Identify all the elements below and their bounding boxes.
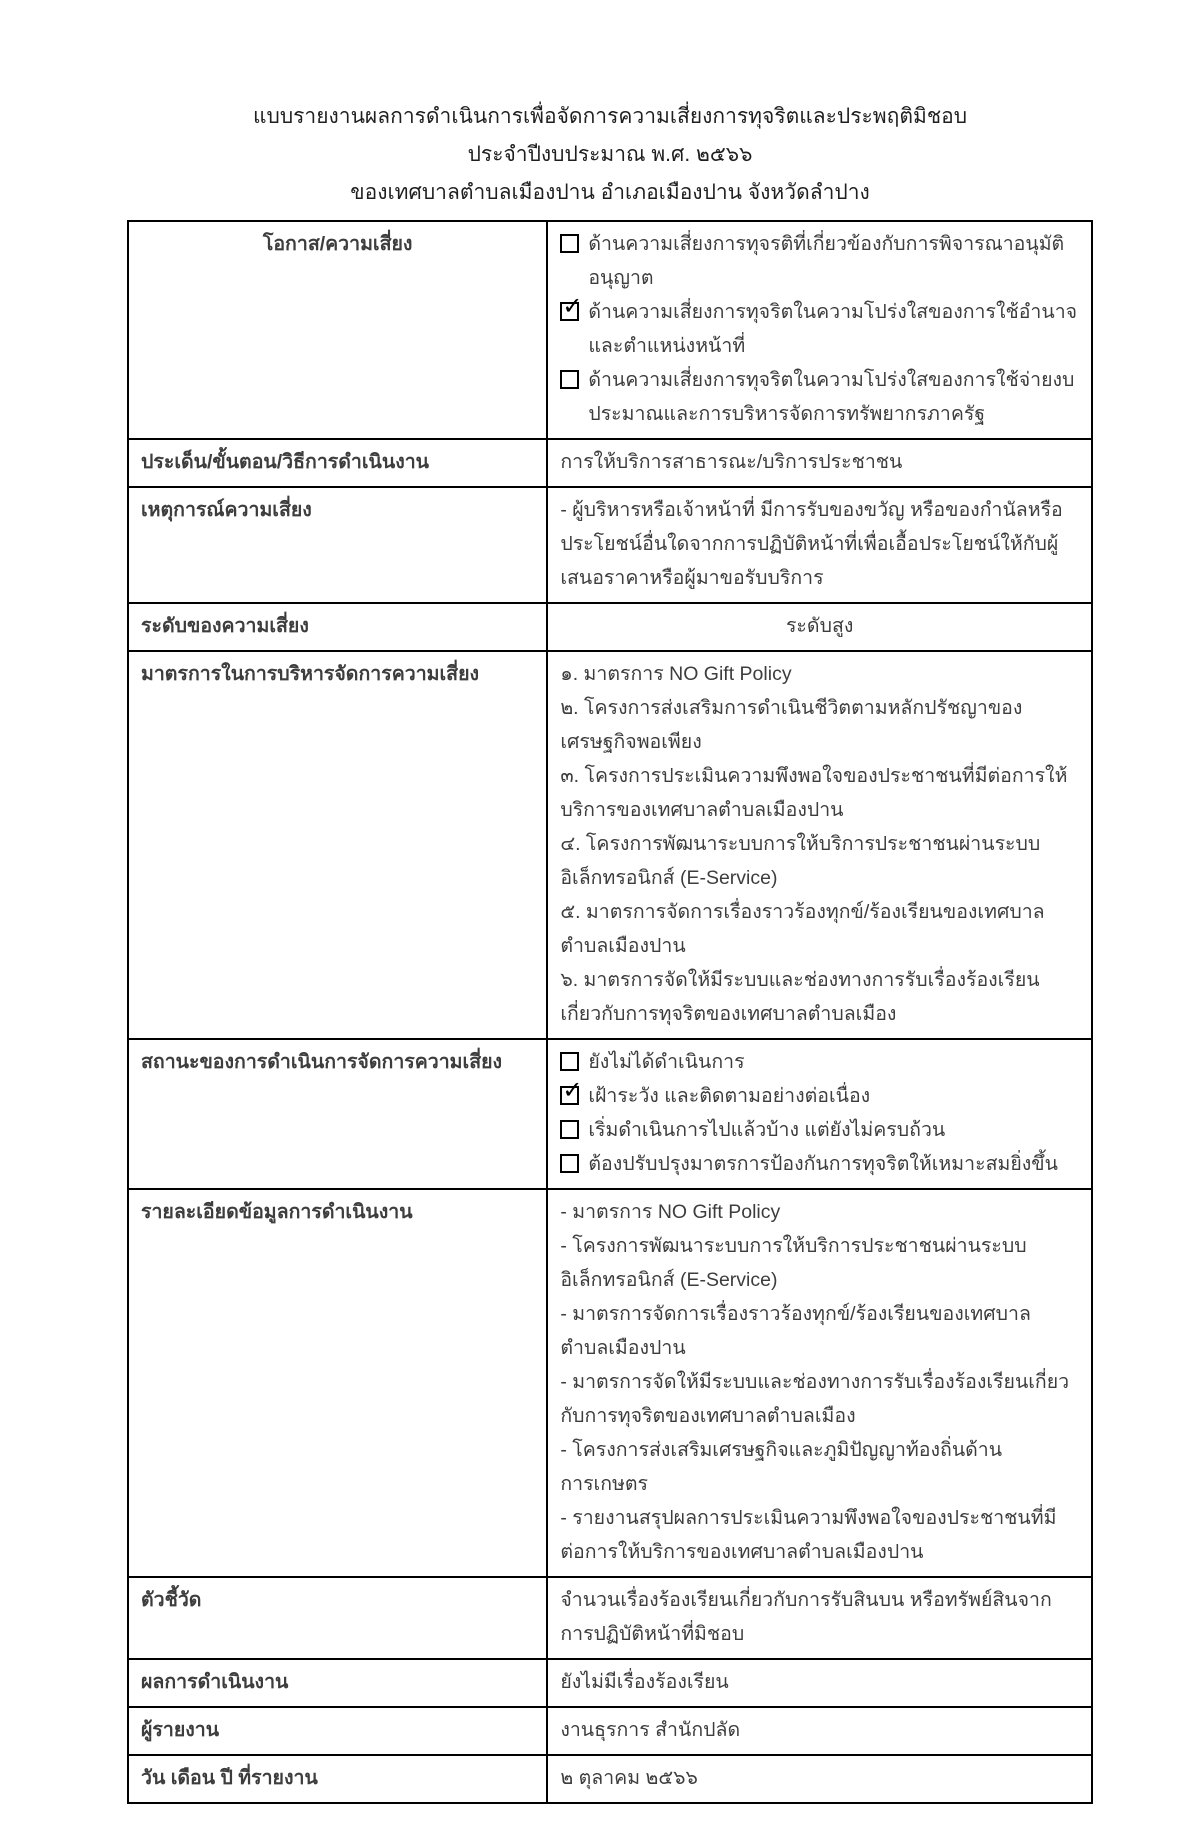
checkbox-icon [560, 370, 579, 389]
measure-item-4: ๔. โครงการพัฒนาระบบการให้บริการประชาชนผ่านระบบอิเล็กทรอนิกส์ (E-Service) [560, 833, 1041, 889]
risk-report-table [127, 220, 1093, 1804]
detail-item-3: - มาตรการจัดการเรื่องราวร้องทุกข์/ร้องเรียนของเทศบาล ตำบลเมืองปาน [560, 1303, 1031, 1359]
row-result [128, 1659, 1092, 1707]
row-value-result: ยังไม่มีเรื่องร้องเรียน [547, 1659, 1092, 1707]
opportunity-option-1 [560, 227, 1079, 295]
checkbox-icon [560, 1052, 579, 1071]
opportunity-option-2 [560, 295, 1079, 363]
measure-item-5: ๕. มาตรการจัดการเรื่องราวร้องทุกข์/ร้องเรียนของเทศบาลตำบลเมืองปาน [560, 901, 1045, 957]
row-value-report-date: ๒ ตุลาคม ๒๕๖๖ [547, 1755, 1092, 1803]
row-label-risk-event: เหตุการณ์ความเสี่ยง [128, 487, 547, 603]
row-risk-level [128, 603, 1092, 651]
row-label-opportunity: โอกาส/ความเสี่ยง [128, 221, 547, 439]
opportunity-option-2-label: ด้านความเสี่ยงการทุจริตในความโปร่งใสของการใช้อำนาจและตำแหน่งหน้าที่ [588, 301, 1078, 357]
row-value-details [547, 1189, 1092, 1577]
detail-item-2: - โครงการพัฒนาระบบการให้บริการประชาชนผ่านระบบอิเล็กทรอนิกส์ (E-Service) [560, 1235, 1027, 1291]
row-indicator [128, 1577, 1092, 1659]
measure-item-3: ๓. โครงการประเมินความพึงพอใจของประชาชนที่มีต่อการให้บริการของเทศบาลตำบลเมืองปาน [560, 765, 1068, 821]
status-option-1-label: ยังไม่ได้ดำเนินการ [588, 1051, 745, 1073]
opportunity-option-3-label: ด้านความเสี่ยงการทุจริตในความโปร่งใสของการใช้จ่ายงบประมาณและการบริหารจัดการทรัพยากรภาครัฐ [588, 369, 1075, 425]
row-label-result: ผลการดำเนินงาน [128, 1659, 547, 1707]
row-report-date [128, 1755, 1092, 1803]
checkbox-icon [560, 1120, 579, 1139]
row-label-details: รายละเอียดข้อมูลการดำเนินงาน [128, 1189, 547, 1577]
row-details [128, 1189, 1092, 1577]
opportunity-option-1-label: ด้านความเสี่ยงการทุจรติที่เกี่ยวข้องกับการพิจารณาอนุมัติอนุญาต [588, 233, 1065, 289]
row-measures [128, 651, 1092, 1039]
row-label-report-date: วัน เดือน ปี ที่รายงาน [128, 1755, 547, 1803]
detail-item-4: - มาตรการจัดให้มีระบบและช่องทางการรับเรื่องร้องเรียนเกี่ยวกับการทุจริตของเทศบาลตำบลเมือง [560, 1371, 1070, 1427]
measure-item-6: ๖. มาตรการจัดให้มีระบบและช่องทางการรับเรื่องร้องเรียนเกี่ยวกับการทุจริตของเทศบาลตำบลเมือง [560, 969, 1040, 1025]
title-line-2: ประจำปีงบประมาณ พ.ศ. ๒๕๖๖ [467, 143, 753, 166]
row-value-risk-level: ระดับสูง [547, 603, 1092, 651]
status-option-4-label: ต้องปรับปรุงมาตรการป้องกันการทุจริตให้เหมาะสมยิ่งขึ้น [588, 1153, 1058, 1175]
title-line-1: แบบรายงานผลการดำเนินการเพื่อจัดการความเสี่ยงการทุจริตและประพฤติมิชอบ [252, 105, 968, 128]
status-option-2 [560, 1079, 1079, 1113]
row-label-risk-level: ระดับของความเสี่ยง [128, 603, 547, 651]
status-option-4 [560, 1147, 1079, 1181]
checkbox-checked-icon [560, 1086, 579, 1105]
row-value-opportunity [547, 221, 1092, 439]
row-issue [128, 439, 1092, 487]
status-option-3 [560, 1113, 1079, 1147]
detail-item-1: - มาตรการ NO Gift Policy [560, 1201, 781, 1223]
row-value-reporter: งานธุรการ สำนักปลัด [547, 1707, 1092, 1755]
row-label-status: สถานะของการดำเนินการจัดการความเสี่ยง [128, 1039, 547, 1189]
measure-item-1: ๑. มาตรการ NO Gift Policy [560, 663, 792, 685]
row-label-issue: ประเด็น/ขั้นตอน/วิธีการดำเนินงาน [128, 439, 547, 487]
checkbox-checked-icon [560, 302, 579, 321]
detail-item-6: - รายงานสรุปผลการประเมินความพึงพอใจของประชาชนที่มีต่อการให้บริการของเทศบาลตำบลเมืองปาน [560, 1507, 1057, 1563]
status-option-2-label: เฝ้าระวัง และติดตามอย่างต่อเนื่อง [588, 1085, 871, 1107]
row-value-risk-event: - ผู้บริหารหรือเจ้าหน้าที่ มีการรับของขวัญ หรือของกำนัลหรือประโยชน์อื่นใดจากการปฏิบัติหน้าที่เพื่อเอื้อประโยชน์ให้กับผู้เสนอราคาหรือผู้มาขอรับบริการ [547, 487, 1092, 603]
status-option-3-label: เริ่มดำเนินการไปแล้วบ้าง แต่ยังไม่ครบถ้วน [588, 1119, 946, 1141]
title-line-3: ของเทศบาลตำบลเมืองปาน อำเภอเมืองปาน จังหวัดลำปาง [350, 181, 870, 204]
row-label-measures: มาตรการในการบริหารจัดการความเสี่ยง [128, 651, 547, 1039]
checkbox-icon [560, 234, 579, 253]
row-label-reporter: ผู้รายงาน [128, 1707, 547, 1755]
row-status [128, 1039, 1092, 1189]
row-opportunity [128, 221, 1092, 439]
row-label-indicator: ตัวชี้วัด [128, 1577, 547, 1659]
row-risk-event [128, 487, 1092, 603]
status-option-1 [560, 1045, 1079, 1079]
checkbox-icon [560, 1154, 579, 1173]
row-reporter [128, 1707, 1092, 1755]
row-value-status [547, 1039, 1092, 1189]
opportunity-option-3 [560, 363, 1079, 431]
row-value-measures [547, 651, 1092, 1039]
row-value-issue: การให้บริการสาธารณะ/บริการประชาชน [547, 439, 1092, 487]
detail-item-5: - โครงการส่งเสริมเศรษฐกิจและภูมิปัญญาท้องถิ่นด้านการเกษตร [560, 1439, 1003, 1495]
document-title [127, 98, 1093, 212]
row-value-indicator: จำนวนเรื่องร้องเรียนเกี่ยวกับการรับสินบน หรือทรัพย์สินจากการปฏิบัติหน้าที่มิชอบ [547, 1577, 1092, 1659]
measure-item-2: ๒. โครงการส่งเสริมการดำเนินชีวิตตามหลักปรัชญาของเศรษฐกิจพอเพียง [560, 697, 1023, 753]
